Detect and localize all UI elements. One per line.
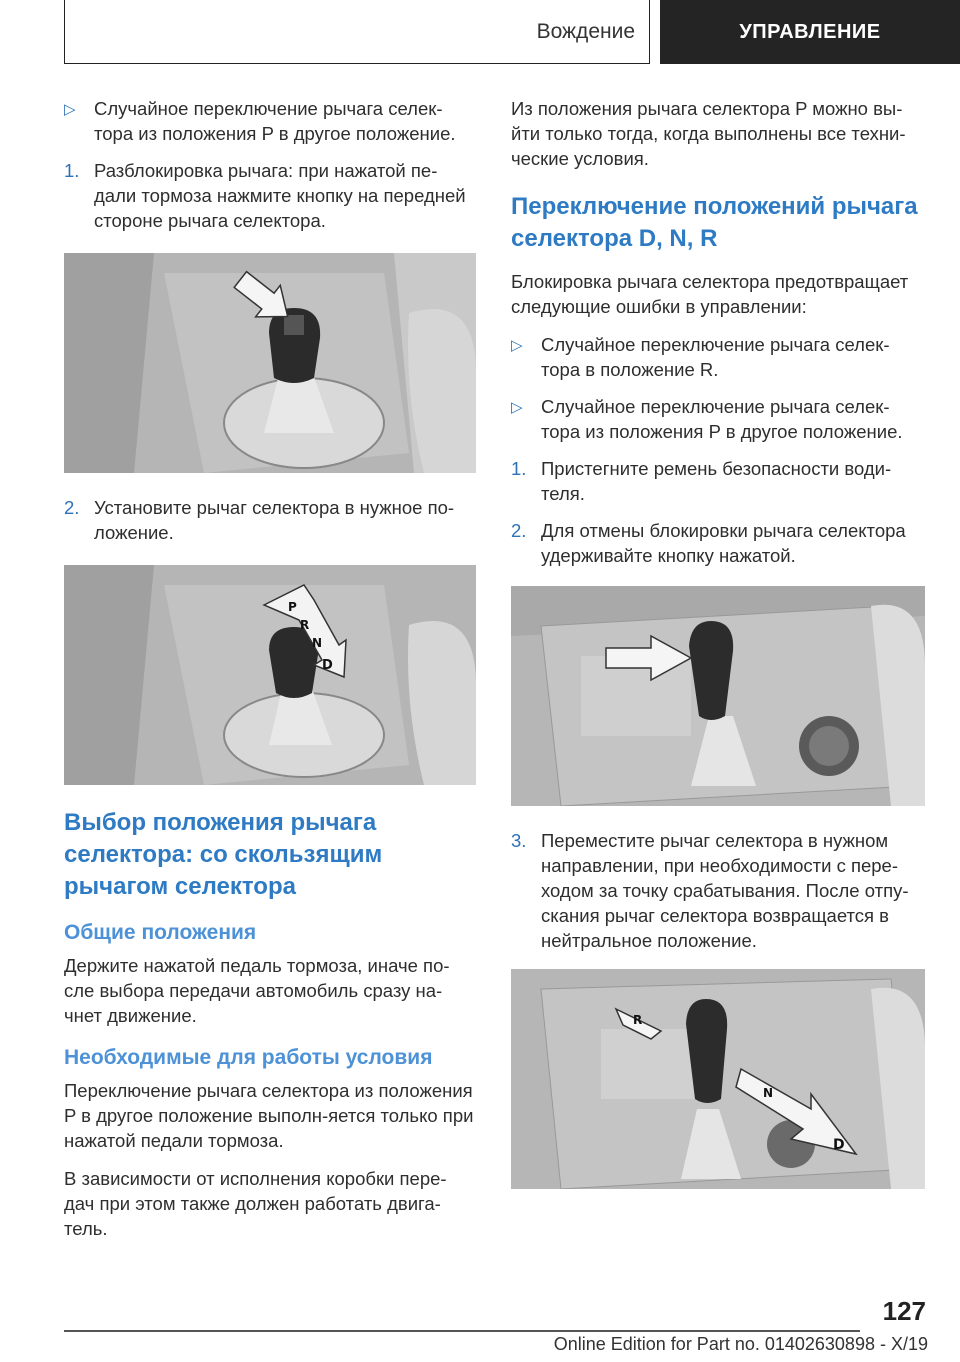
- list-item-text: Установите рычаг селектора в нужное по-ложение.: [94, 497, 455, 543]
- list-item: [64, 158, 476, 233]
- header-section-tab: [64, 0, 650, 64]
- step-number: 2.: [64, 497, 80, 518]
- header-chapter-title: УПРАВЛЕНИЕ: [739, 20, 881, 43]
- right-column: [511, 96, 925, 1211]
- section-heading-main: Выбор положения рычага селектора: со скользящим рычагом селектора: [64, 809, 383, 900]
- illustration-lever-button: [64, 253, 476, 473]
- position-label-n: N: [312, 636, 323, 650]
- step-number: 1.: [64, 160, 80, 181]
- list-item-text: Разблокировка рычага: при нажатой пе-дали тормоза нажмите кнопку на передней стороне рычага селектора.: [94, 160, 466, 231]
- direction-label-r: R: [633, 1013, 643, 1027]
- position-label-r: R: [300, 618, 310, 632]
- list-item-text: Переместите рычаг селектора в нужном направлении, при необходимости с пере-ходом за точку срабатывания. После отпу-скания рычаг селектора возвращается в нейтральное положение.: [541, 830, 909, 951]
- list-item-text: Случайное переключение рычага селек-тора из положения P в другое положение.: [541, 396, 903, 442]
- list-item: [64, 96, 476, 146]
- paragraph-conditions-2: В зависимости от исполнения коробки пере-дач при этом также должен работать двига-тель.: [64, 1168, 447, 1239]
- illustration-lever-directions: [511, 969, 925, 1189]
- paragraph-intro: Из положения рычага селектора P можно вы-йти только тогда, когда выполнены все техни-ческие условия.: [511, 98, 906, 169]
- gear-lever-illustration-1: [64, 253, 476, 473]
- triangle-right-outline-icon: ▷: [64, 101, 76, 118]
- illustration-lever-positions: [64, 565, 476, 785]
- paragraph-conditions-1: Переключение рычага селектора из положения P в другое положение выполн-яется только при нажатой педали тормоза.: [64, 1080, 474, 1151]
- page-header: [0, 0, 960, 64]
- list-item: [511, 518, 925, 568]
- list-item-text: Случайное переключение рычага селек-тора из положения P в другое положение.: [94, 98, 456, 144]
- list-item: [511, 828, 925, 953]
- triangle-right-outline-icon: ▷: [511, 337, 523, 354]
- illustration-lever-unlock: [511, 586, 925, 806]
- paragraph-general: Держите нажатой педаль тормоза, иначе по-сле выбора передачи автомобиль сразу на-чнет движение.: [64, 955, 450, 1026]
- position-label-d: D: [322, 658, 333, 673]
- position-label-p: P: [288, 600, 297, 614]
- direction-label-n: N: [763, 1086, 774, 1100]
- gear-lever-illustration-2: [64, 565, 476, 785]
- direction-label-d: D: [833, 1137, 845, 1153]
- list-item: [511, 332, 925, 382]
- list-item: [511, 456, 925, 506]
- footer-divider: [64, 1330, 860, 1332]
- list-item: [64, 495, 476, 545]
- step-number: 2.: [511, 520, 527, 541]
- paragraph-lead: Блокировка рычага селектора предотвращает следующие ошибки в управлении:: [511, 271, 909, 317]
- step-number: 1.: [511, 458, 527, 479]
- triangle-right-outline-icon: ▷: [511, 399, 523, 416]
- page-number: 127: [882, 1296, 926, 1326]
- list-item-text: Случайное переключение рычага селек-тора в положение R.: [541, 334, 890, 380]
- list-item-text: Для отмены блокировки рычага селектора удерживайте кнопку нажатой.: [541, 520, 906, 566]
- step-number: 3.: [511, 830, 527, 851]
- header-chapter-tab: [660, 0, 960, 64]
- header-section-title: Вождение: [536, 19, 635, 43]
- gear-lever-illustration-4: [511, 969, 925, 1189]
- section-heading-conditions: Необходимые для работы условия: [64, 1046, 433, 1069]
- gear-lever-illustration-3: [511, 586, 925, 806]
- list-item: [511, 394, 925, 444]
- section-heading-dnr: Переключение положений рычага селектора D, N, R: [511, 193, 918, 252]
- section-heading-general: Общие положения: [64, 921, 257, 944]
- list-item-text: Пристегните ремень безопасности води-теля.: [541, 458, 892, 504]
- left-column: [64, 96, 476, 1254]
- footer-edition: Online Edition for Part no. 01402630898 - X/19: [553, 1334, 928, 1354]
